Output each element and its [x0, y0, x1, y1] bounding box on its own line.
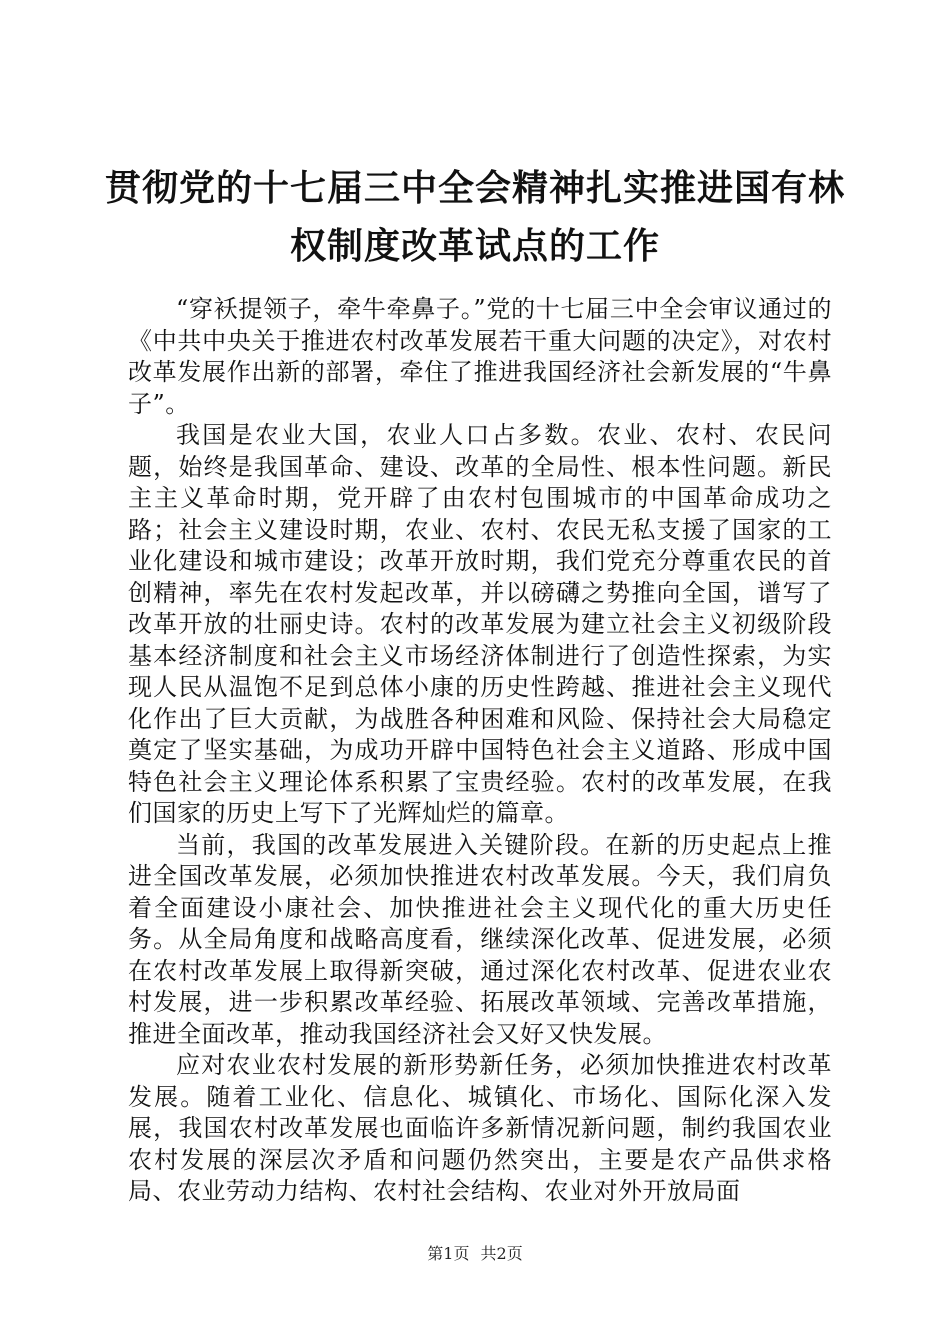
paragraph-3: 当前，我国的改革发展进入关键阶段。在新的历史起点上推进全国改革发展，必须加快推进农村改革发展。今天，我们肩负着全面建设小康社会、加快推进社会主义现代化的重大历史任务。从全局角度和战略高度看，继续深化改革、促进发展，必须在农村改革发展上取得新突破，通过深化农村改革、促进农业农村发展，进一步积累改革经验、拓展改革领域、完善改革措施，推进全面改革，推动我国经济社会又好又快发展。 [128, 830, 832, 1048]
paragraph-4: 应对农业农村发展的新形势新任务，必须加快推进农村改革发展。随着工业化、信息化、城镇化、市场化、国际化深入发展，我国农村改革发展也面临许多新情况新问题，制约我国农业农村发展的深层次矛盾和问题仍然突出，主要是农产品供求格局、农业劳动力结构、农村社会结构、农业对外开放局面 [128, 1051, 832, 1205]
page-total: 共2页 [480, 1244, 523, 1263]
document-title [100, 160, 850, 276]
paragraph-1: “穿袄提领子，牵牛牵鼻子。”党的十七届三中全会审议通过的《中共中央关于推进农村改革发展若干重大问题的决定》，对农村改革发展作出新的部署，牵住了推进我国经济社会新发展的“牛鼻子”。 [128, 295, 832, 418]
paragraph-2: 我国是农业大国，农业人口占多数。农业、农村、农民问题，始终是我国革命、建设、改革的全局性、根本性问题。新民主主义革命时期，党开辟了由农村包围城市的中国革命成功之路；社会主义建设时期，农业、农村、农民无私支援了国家的工业化建设和城市建设；改革开放时期，我们党充分尊重农民的首创精神，率先在农村发起改革，并以磅礴之势推向全国，谱写了改革开放的壮丽史诗。农村的改革发展为建立社会主义初级阶段基本经济制度和社会主义市场经济体制进行了创造性探索，为实现人民从温饱不足到总体小康的历史性跨越、推进社会主义现代化作出了巨大贡献，为战胜各种困难和风险、保持社会大局稳定奠定了坚实基础，为成功开辟中国特色社会主义道路、形成中国特色社会主义理论体系积累了宝贵经验。农村的改革发展，在我们国家的历史上写下了光辉灿烂的篇章。 [128, 421, 832, 827]
document-body [128, 294, 832, 1208]
title-line-1: 贯彻党的十七届三中全会精神扎实推进国有林 [104, 168, 845, 209]
title-line-2: 权制度改革试点的工作 [289, 226, 660, 267]
page-number: 第1页 [427, 1244, 470, 1263]
page-footer [0, 1241, 950, 1264]
